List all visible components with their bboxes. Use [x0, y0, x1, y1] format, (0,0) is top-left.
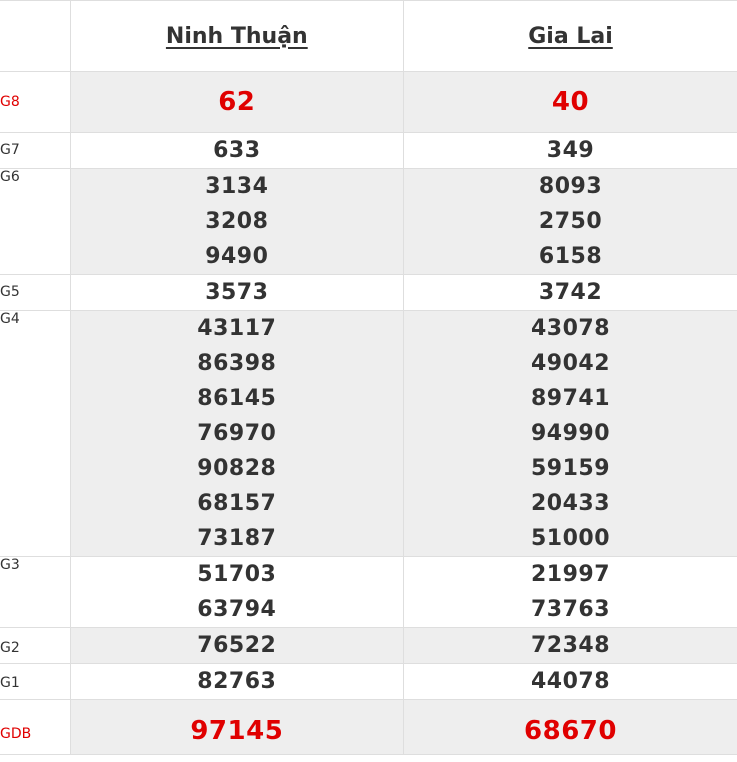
- prize-number: 63794: [197, 597, 277, 622]
- prize-number: 43117: [197, 316, 277, 341]
- prize-number: 73763: [530, 597, 611, 622]
- special-prize-number: 68670: [524, 716, 617, 746]
- prize-number: 3573: [205, 280, 269, 305]
- prize-label: GDB: [0, 700, 70, 755]
- prize-number: 51000: [530, 526, 611, 551]
- prize-number: 59159: [530, 456, 611, 481]
- prize-cell: [404, 664, 737, 700]
- prize-number: 86398: [197, 351, 277, 376]
- prize-number: 89741: [530, 386, 611, 411]
- prize-cell: [404, 700, 737, 755]
- header-row: [0, 1, 737, 72]
- prize-number: 2750: [538, 209, 603, 234]
- prize-label: G2: [0, 628, 70, 664]
- prize-cell: [70, 628, 403, 664]
- prize-label: G5: [0, 275, 70, 311]
- prize-cell: [70, 700, 403, 755]
- prize-cell: [70, 133, 403, 169]
- prize-cell: [70, 72, 403, 133]
- prize-cell: [404, 557, 737, 628]
- prize-number: 86145: [197, 386, 277, 411]
- prize-row-g4: [0, 311, 737, 557]
- prize-number: 72348: [530, 633, 611, 658]
- prize-number: 73187: [197, 526, 277, 551]
- prize-number: 633: [213, 138, 261, 163]
- prize-cell: [404, 169, 737, 275]
- prize-number: 44078: [530, 669, 611, 694]
- prize-cell: [70, 664, 403, 700]
- province-name[interactable]: Ninh Thuận: [165, 23, 308, 49]
- prize-cell: [404, 628, 737, 664]
- prize-label: G6: [0, 169, 70, 275]
- prize-number: 20433: [530, 491, 611, 516]
- prize-label: G4: [0, 311, 70, 557]
- prize-number: 9490: [205, 244, 269, 269]
- prize-cell: [70, 311, 403, 557]
- prize-number: 49042: [530, 351, 611, 376]
- province-header-ninh-thuan[interactable]: [70, 1, 403, 72]
- prize-number: 94990: [530, 421, 611, 446]
- prize-number: 349: [546, 138, 595, 163]
- prize-cell: [404, 72, 737, 133]
- prize-cell: [404, 311, 737, 557]
- prize-label: G7: [0, 133, 70, 169]
- prize-number: 51703: [197, 562, 277, 587]
- prize-row-g2: [0, 628, 737, 664]
- special-prize-number: 97145: [190, 716, 284, 746]
- prize-cell: [70, 557, 403, 628]
- prize-number: 82763: [197, 669, 277, 694]
- prize-number: 68157: [197, 491, 277, 516]
- prize-label: G3: [0, 557, 70, 628]
- prize-row-g5: [0, 275, 737, 311]
- prize-number: 90828: [197, 456, 277, 481]
- prize-number: 43078: [530, 316, 611, 341]
- prize-number: 76522: [197, 633, 277, 658]
- prize-number: 6158: [538, 244, 603, 269]
- prize-cell: [404, 133, 737, 169]
- prize-number: 76970: [197, 421, 277, 446]
- prize-number: 3742: [538, 280, 603, 305]
- prize-cell: [404, 275, 737, 311]
- corner-cell: [0, 1, 70, 72]
- prize-row-special: [0, 700, 737, 755]
- prize-row-g7: [0, 133, 737, 169]
- prize-label: G8: [0, 72, 70, 133]
- prize-number: 62: [218, 87, 256, 117]
- prize-cell: [70, 169, 403, 275]
- prize-label: G1: [0, 664, 70, 700]
- prize-number: 3134: [205, 174, 269, 199]
- prize-row-g1: [0, 664, 737, 700]
- prize-number: 40: [551, 87, 590, 117]
- prize-cell: [70, 275, 403, 311]
- prize-number: 3208: [205, 209, 269, 234]
- province-header-gia-lai[interactable]: [404, 1, 737, 72]
- prize-row-g6: [0, 169, 737, 275]
- prize-number: 8093: [538, 174, 603, 199]
- province-name[interactable]: Gia Lai: [528, 23, 613, 49]
- prize-number: 21997: [530, 562, 611, 587]
- prize-row-g3: [0, 557, 737, 628]
- prize-row-g8: [0, 72, 737, 133]
